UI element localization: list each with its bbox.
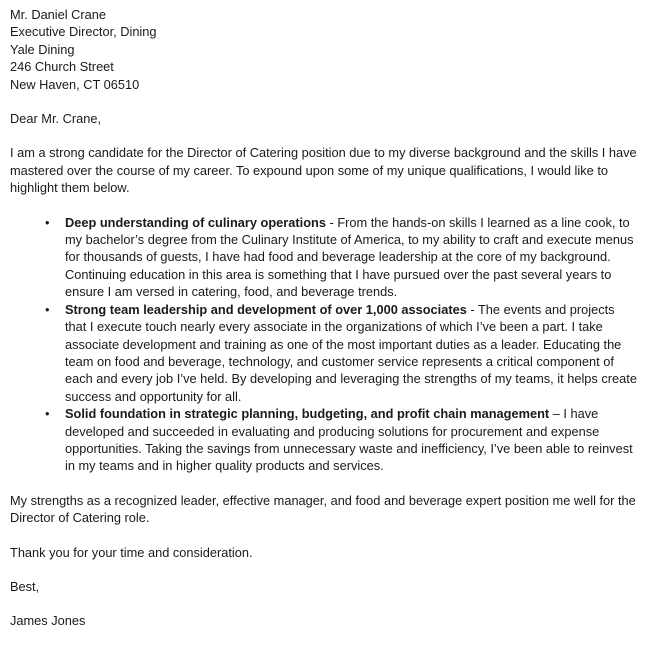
bullet-body: – I have developed and succeeded in evaluating and producing solutions for procurement and expense opportunities. Taking the savings from unnecessary waste and inefficiency, I’ve been able to reinvest in my teams and in higher quality products and services.: [65, 406, 633, 474]
recipient-city-state-zip: New Haven, CT 06510: [10, 76, 140, 92]
recipient-street: 246 Church Street: [10, 59, 114, 75]
list-item: [45, 301, 638, 405]
bullet-icon: •: [45, 406, 50, 422]
signature-name: James Jones: [10, 613, 86, 629]
bullet-icon: •: [45, 301, 50, 317]
recipient-name: Mr. Daniel Crane: [10, 7, 107, 22]
closing-paragraph: My strengths as a recognized leader, effective manager, and food and beverage expert position me well for the Director of Catering role.: [10, 492, 636, 526]
recipient-organization: Yale Dining: [10, 41, 75, 57]
qualifications-list: [10, 214, 638, 475]
bullet-heading: Strong team leadership and development of over 1,000 associates: [65, 301, 467, 317]
intro-paragraph: I am a strong candidate for the Director of Catering position due to my diverse background and the skills I have mastered over the course of my career. To expound upon some of my unique qualifications, I would like to highlight them below.: [10, 145, 637, 196]
list-item: [45, 405, 638, 475]
recipient-title: Executive Director, Dining: [10, 24, 157, 40]
list-item: [45, 214, 638, 301]
bullet-icon: •: [45, 214, 50, 230]
bullet-body: - The events and projects that I execute touch nearly every associate in the organizations of which I’ve been a part. I take associate development and training as one of the most important duties as a leader. Educating the team on food and beverage, technology, and customer service represents a critical component of each and every job I’ve held. By developing and leveraging the strengths of my teams, it helps create success and opportunity for all.: [65, 301, 637, 404]
recipient-address-block: [10, 6, 638, 93]
signoff: Best,: [10, 578, 40, 594]
thanks-line: Thank you for your time and consideration.: [10, 544, 253, 560]
bullet-heading: Deep understanding of culinary operations: [65, 214, 326, 230]
salutation: Dear Mr. Crane,: [10, 111, 102, 127]
bullet-heading: Solid foundation in strategic planning, budgeting, and profit chain management: [65, 406, 550, 422]
bullet-body: - From the hands-on skills I learned as a line cook, to my bachelor’s degree from the Culinary Institute of America, to my ability to craft and execute menus for thousands of guests, I have had food and beverage leadership at the core of my background. Continuing education in this area is something that I have pursued over the past several years to ensure I am versed in catering, food, and beverage trends.: [65, 214, 634, 300]
